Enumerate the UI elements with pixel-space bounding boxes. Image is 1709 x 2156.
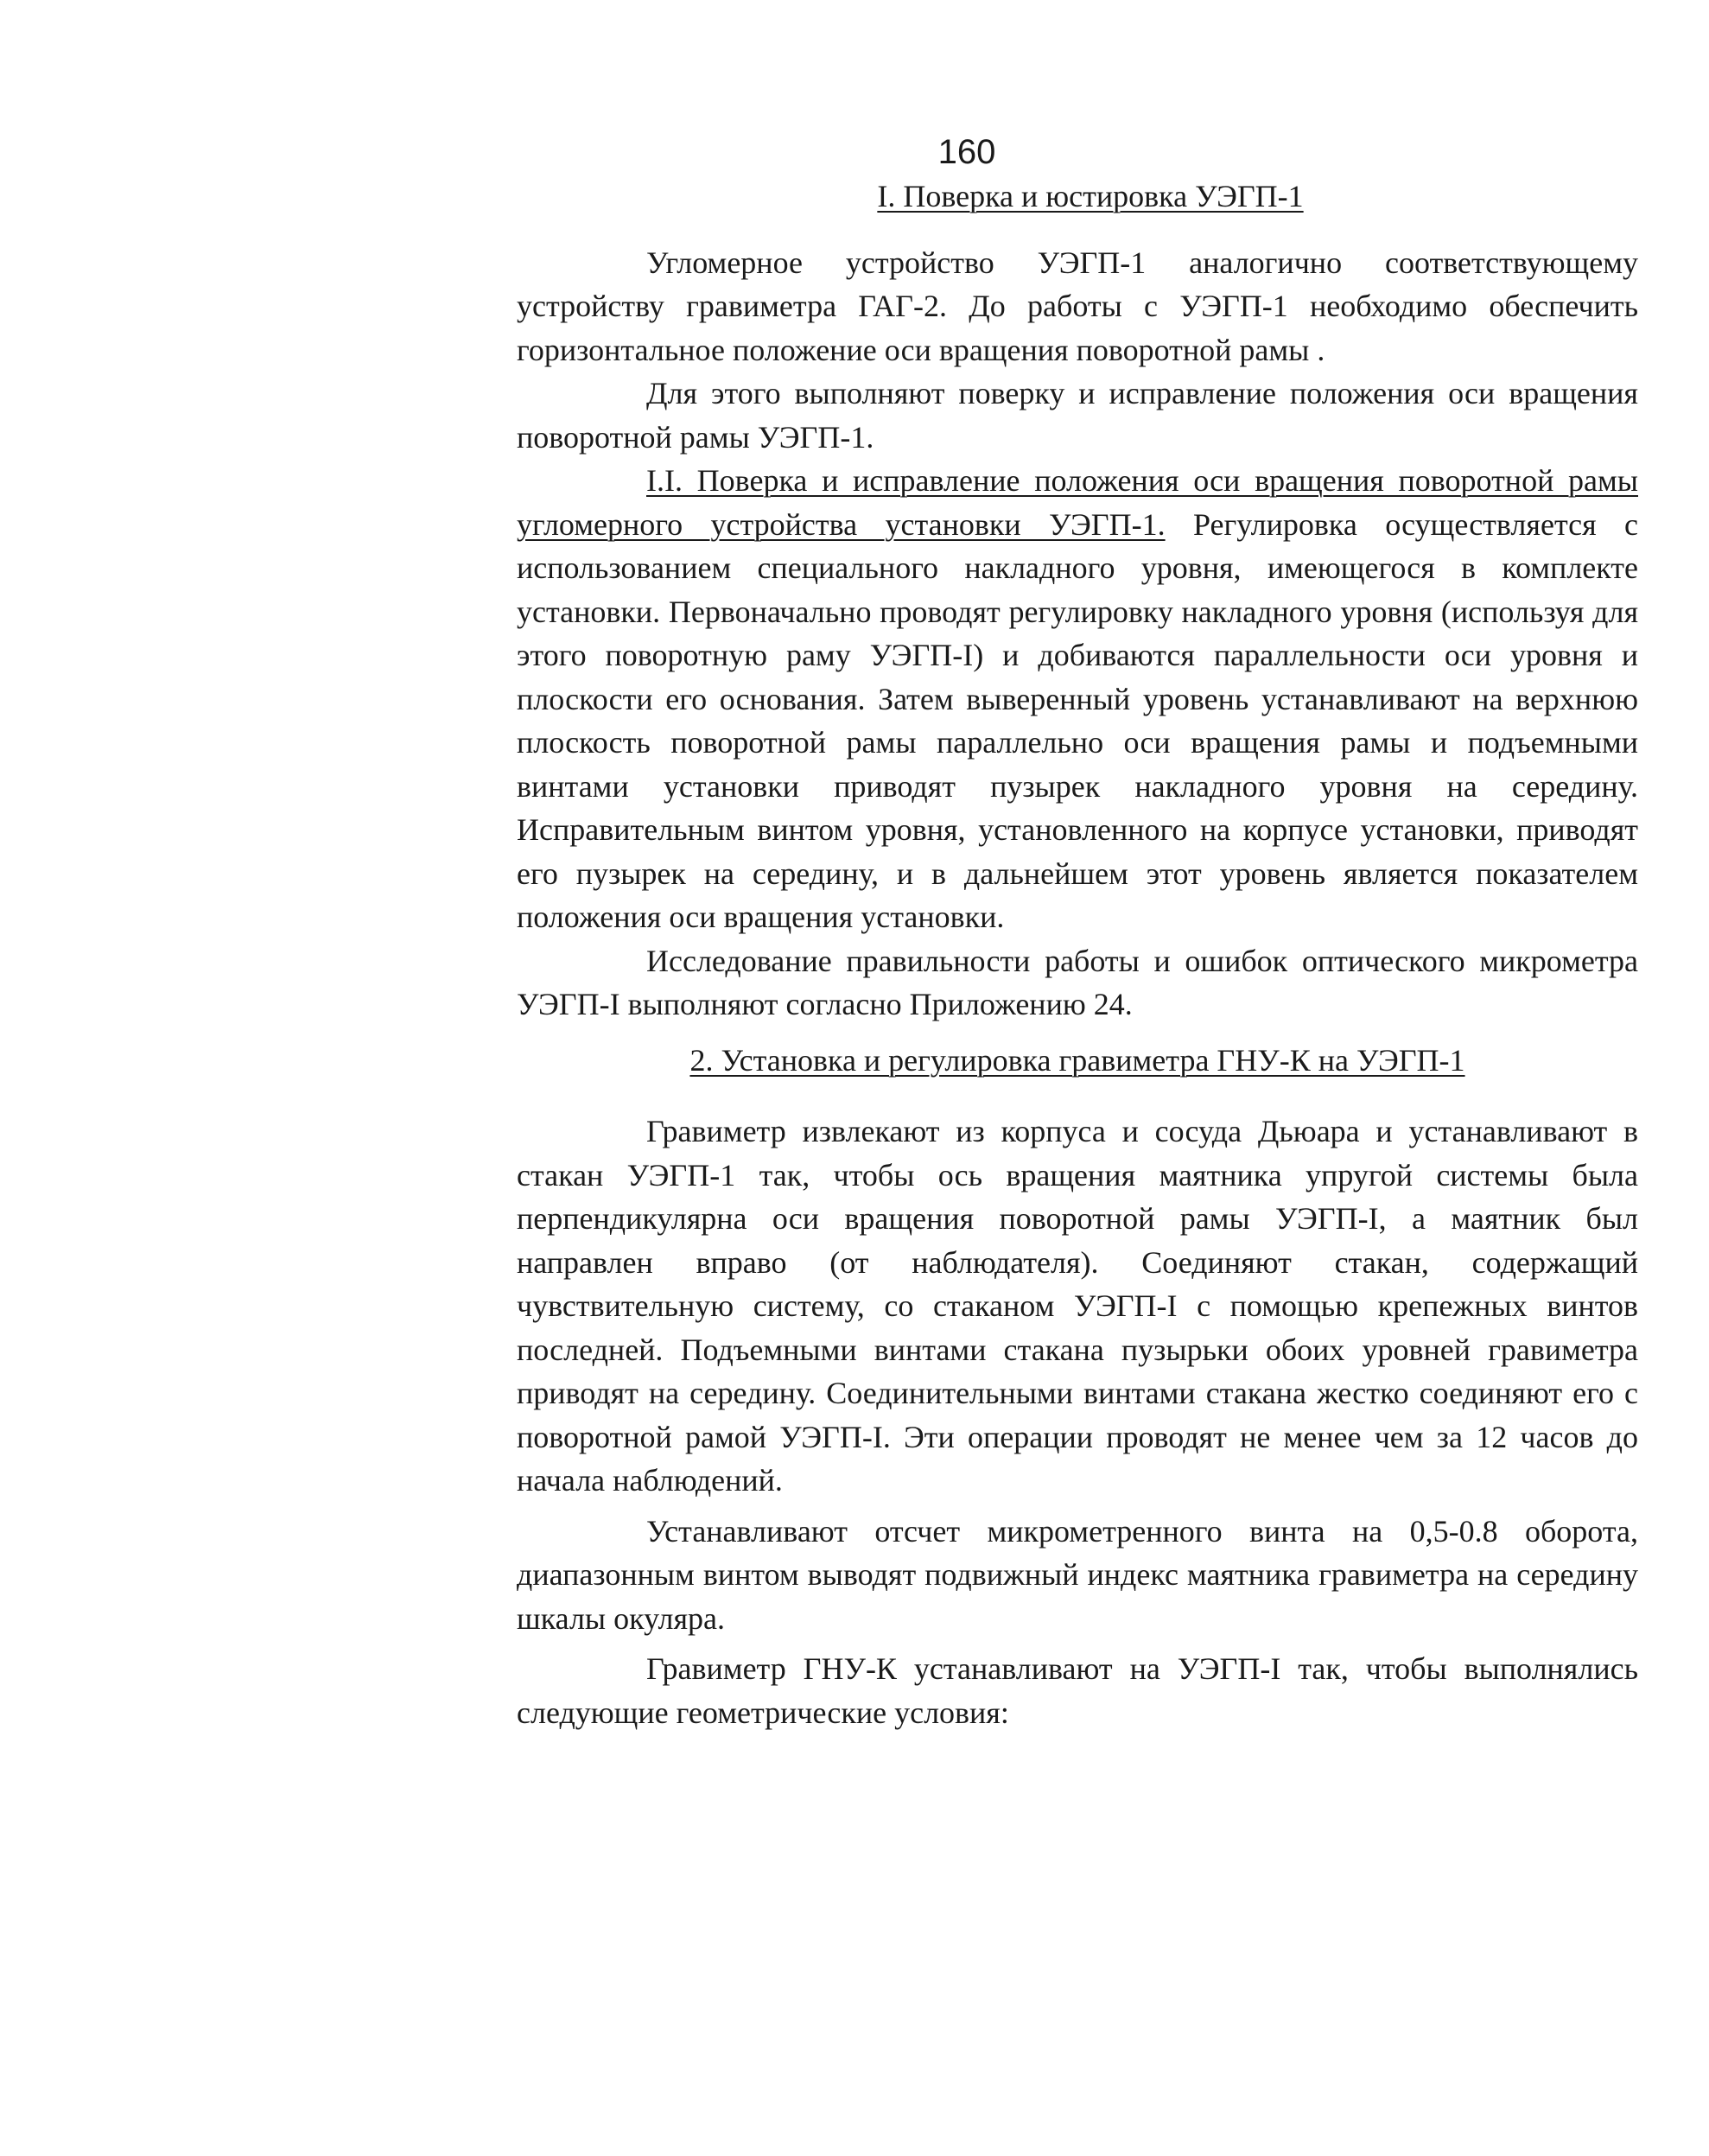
section-2-paragraph-1: Гравиметр извлекают из корпуса и сосуда Дьюара и устанавливают в стакан УЭГП-1 так, чтобы ось вращения маятника упругой системы была перпендикулярна оси вращения поворотной рамы УЭГП-I, а маятник был направлен вправо (от наблюдателя). Соединяют стакан, содержащий чувствительную систему, со стаканом УЭГП-I с помощью крепежных винтов последней. Подъемными винтами стакана пузырьки обоих уровней гравиметра приводят на середину. Соединительными винтами стакана жестко соединяют его с поворотной рамой УЭГП-I. Эти операции проводят не менее чем за 12 часов до начала наблюдений. — [517, 1114, 1638, 1498]
subsection-1-1-paragraph — [517, 459, 1638, 939]
section-2-paragraph-2: Устанавливают отсчет микрометренного винта на 0,5-0.8 оборота, диапазонным винтом выводят подвижный индекс маятника гравиметра на середину шкалы окуляра. — [517, 1513, 1638, 1636]
section-1-paragraph-2: Для этого выполняют поверку и исправление положения оси вращения поворотной рамы УЭГП-1. — [517, 376, 1638, 455]
subsection-1-1-title: I.I. Поверка и исправление положения оси вращения поворотной рамы угломерного устройства установки УЭГП-1. — [517, 463, 1638, 542]
section-2-paragraph-3: Гравиметр ГНУ-К устанавливают на УЭГП-I так, чтобы выполнялись следующие геометрические условия: — [517, 1651, 1638, 1730]
section-1-title: I. Поверка и юстировка УЭГП-1 — [877, 179, 1304, 213]
page-number: 160 — [937, 133, 996, 171]
section-1-heading — [517, 175, 1638, 219]
subsection-1-1-text: Регулировка осуществляется с использованием специального накладного уровня, имеющегося в комплекте установки. Первоначально проводят регулировку накладного уровня (используя для этого поворотную раму УЭГП-I) и добиваются параллельности оси уровня и плоскости его основания. Затем выверенный уровень устанавливают на верхнюю плоскость поворотной рамы параллельно оси вращения рамы и подъемными винтами установки приводят пузырек накладного уровня на середину. Исправительным винтом уровня, установленного на корпусе установки, приводят его пузырек на середину, и в дальнейшем этот уровень является показателем положения оси вращения установки. — [517, 506, 1638, 934]
section-2-title: 2. Установка и регулировка гравиметра ГНУ-К на УЭГП-1 — [689, 1042, 1465, 1078]
page-content — [517, 175, 1638, 1734]
section-2-heading — [517, 1039, 1638, 1083]
section-1-closing-paragraph: Исследование правильности работы и ошибок оптического микрометра УЭГП-I выполняют согласно Приложению 24. — [517, 943, 1638, 1021]
section-1-paragraph-1: Угломерное устройство УЭГП-1 аналогично соответствующему устройству гравиметра ГАГ-2. До работы с УЭГП-1 необходимо обеспечить горизонтальное положение оси вращения поворотной рамы . — [517, 245, 1638, 367]
